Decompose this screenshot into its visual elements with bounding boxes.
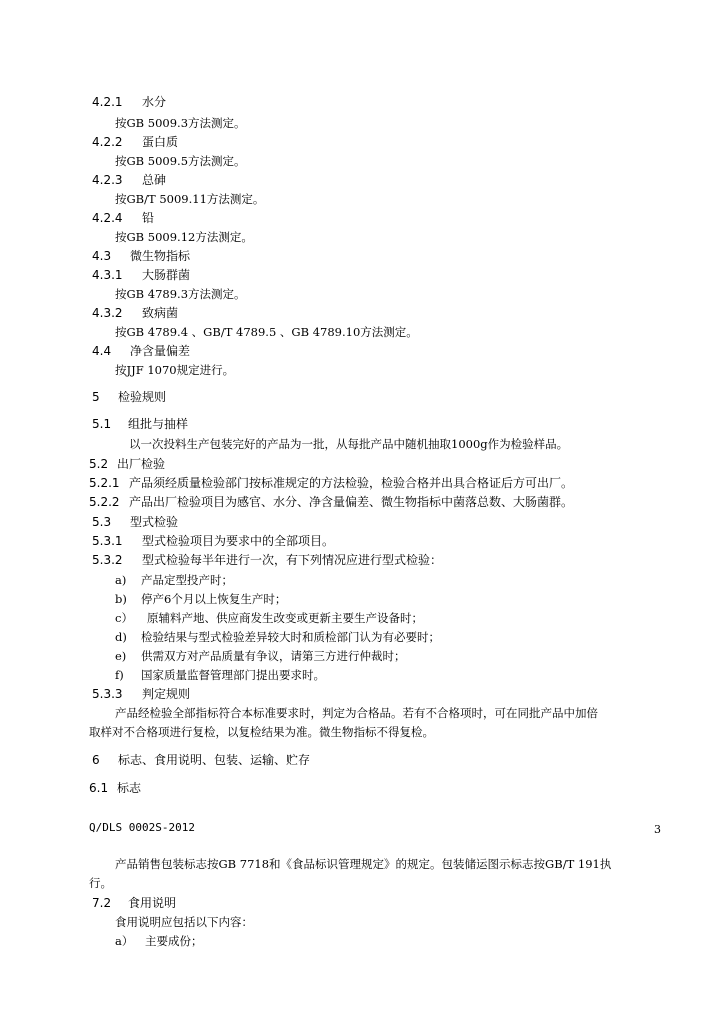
list-item: e) 供需双方对产品质量有争议，请第三方进行仲裁时；: [115, 649, 406, 663]
list-item: d) 检验结果与型式检验差异较大时和质检部门认为有必要时；: [115, 630, 440, 644]
clause-5-2-1: 5.2.1 产品须经质量检验部门按标准规定的方法检验，检验合格并出具合格证后方可出厂。: [89, 476, 574, 490]
heading-4-3-1: 4.3.1 大肠群菌: [92, 268, 191, 282]
heading-4-2-3: 4.2.3 总砷: [92, 173, 167, 187]
heading-5-3-3: 5.3.3 判定规则: [92, 687, 191, 701]
body-text: 取样对不合格项进行复检，以复检结果为准。微生物指标不得复检。: [89, 725, 434, 739]
heading-4-3: 4.3 微生物指标: [92, 249, 191, 263]
clause-5-3-2: 5.3.2 型式检验每半年进行一次，有下列情况应进行型式检验：: [92, 553, 443, 567]
page-number: 3: [654, 823, 661, 836]
heading-4-2-1: 4.2.1 水分: [92, 95, 167, 109]
body-text: 按GB 5009.3方法测定。: [115, 116, 246, 130]
heading-4-3-2: 4.3.2 致病菌: [92, 306, 179, 320]
heading-4-2-2: 4.2.2 蛋白质: [92, 135, 179, 149]
list-item: a) 产品定型投产时；: [115, 573, 233, 587]
heading-7-2: 7.2 食用说明: [92, 896, 177, 910]
body-text: 行。: [89, 876, 112, 890]
body-text: 按GB 5009.5方法测定。: [115, 154, 246, 168]
body-text: 产品经检验全部指标符合本标准要求时，判定为合格品。若有不合格项时，可在同批产品中加倍: [115, 706, 598, 720]
list-item: b) 停产6个月以上恢复生产时；: [115, 592, 287, 606]
list-item: f) 国家质量监督管理部门提出要求时。: [115, 668, 325, 682]
heading-4-2-4: 4.2.4 铅: [92, 211, 155, 225]
body-text: 按JJF 1070规定进行。: [115, 363, 235, 377]
clause-5-2-2: 5.2.2 产品出厂检验项目为感官、水分、净含量偏差、微生物指标中菌落总数、大肠菌群。: [89, 495, 574, 509]
heading-4-4: 4.4 净含量偏差: [92, 344, 191, 358]
body-text: 以一次投料生产包装完好的产品为一批，从每批产品中随机抽取1000g作为检验样品。: [129, 437, 569, 451]
body-text: 按GB/T 5009.11方法测定。: [115, 192, 265, 206]
heading-5-1: 5.1 组批与抽样: [92, 417, 189, 431]
heading-6: 6 标志、食用说明、包装、运输、贮存: [92, 753, 311, 767]
heading-5-2: 5.2 出厂检验: [89, 457, 166, 471]
body-text: 产品销售包装标志按GB 7718和《食品标识管理规定》的规定。包装储运图示标志按GB/T 191执: [115, 857, 612, 871]
document-code: Q/DLS 0002S-2012: [89, 821, 195, 834]
body-text: 食用说明应包括以下内容：: [115, 915, 253, 929]
list-item: a） 主要成份；: [115, 934, 203, 948]
body-text: 按GB 4789.4 、GB/T 4789.5 、GB 4789.10方法测定。: [115, 325, 418, 339]
heading-6-1: 6.1 标志: [89, 781, 142, 795]
clause-5-3-1: 5.3.1 型式检验项目为要求中的全部项目。: [92, 534, 335, 548]
body-text: 按GB 5009.12方法测定。: [115, 230, 253, 244]
body-text: 按GB 4789.3方法测定。: [115, 287, 246, 301]
heading-5-3: 5.3 型式检验: [92, 515, 179, 529]
list-item: c） 原辅料产地、供应商发生改变或更新主要生产设备时；: [115, 611, 423, 625]
heading-5: 5 检验规则: [92, 390, 167, 404]
